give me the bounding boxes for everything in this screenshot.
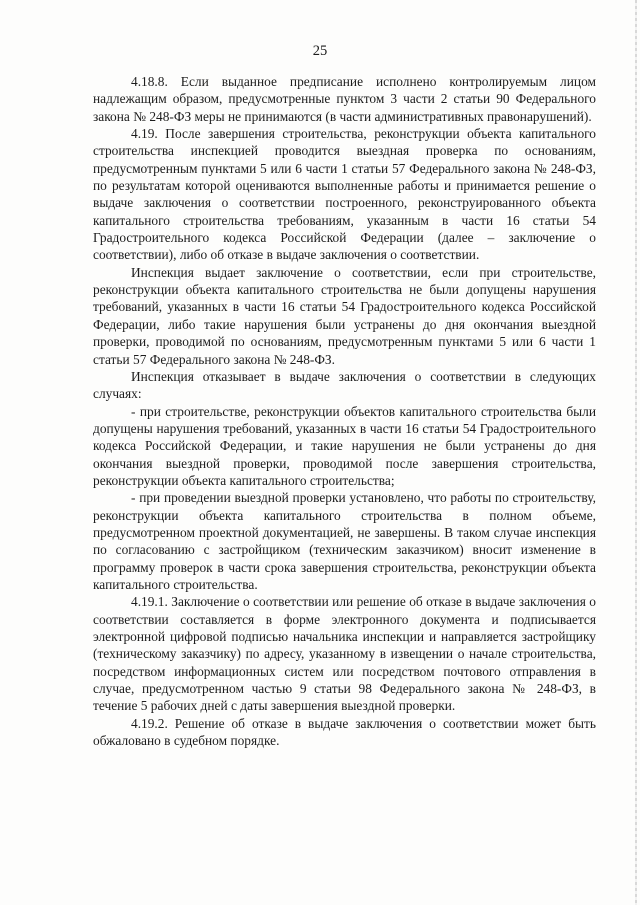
list-item-refusal-case-2: - при проведении выездной проверки установлено, что работы по строительству, реконструкции объекта капитального строительства в полном объеме, предусмотренном проектной документацией, не завершены. В таком случае инспекция по согласованию с застройщиком (техническим заказчиком) вносит изменение в программу проверок в части срока завершения строительства, реконструкции объекта капитального строительства. — [93, 490, 596, 592]
paragraph-4-19-2: 4.19.2. Решение об отказе в выдаче заключения о соответствии может быть обжаловано в судебном порядке. — [93, 715, 596, 749]
page-number: 25 — [312, 43, 328, 59]
paragraph-refusal-cases: Инспекция отказывает в выдаче заключения о соответствии в следующих случаях: — [93, 368, 596, 402]
paragraph-4-19-1: 4.19.1. Заключение о соответствии или решение об отказе в выдаче заключения о соответствии составляется в форме электронного документа и подписывается электронной цифровой подписью начальника инспекции и направляется застройщику (техническому заказчику) по адресу, указанному в извещении о начале строительства, посредством информационных систем или посредством почтового отправления в случае, предусмотренном частью 9 статьи 98 Федерального закона № 248-ФЗ, в течение 5 рабочих дней с даты завершения выездной проверки. — [93, 594, 596, 714]
paragraph-conclusion-issued: Инспекция выдает заключение о соответствии, если при строительстве, реконструкции объекта капитального строительства не были допущены нарушения требований, указанных в части 16 статьи 54 Градостроительного кодекса Российской Федерации, либо такие нарушения были устранены до дня окончания выездной проверки, проводимой по основаниям, предусмотренным пунктами 5 или 6 части 1 статьи 57 Федерального закона № 248-ФЗ. — [93, 264, 596, 367]
paragraph-4-18-8: 4.18.8. Если выданное предписание исполнено контролируемым лицом надлежащим образом, предусмотренные пунктом 3 части 2 статьи 90 Федерального закона № 248-ФЗ меры не принимаются (в части административных правонарушений). — [93, 74, 596, 124]
document-body — [93, 73, 596, 749]
scan-edge-artifact — [635, 0, 637, 905]
paragraph-4-19: 4.19. После завершения строительства, реконструкции объекта капитального строительства инспекцией проводится выездная проверка по основаниям, предусмотренным пунктами 5 или 6 части 1 статьи 57 Федерального закона № 248-ФЗ, по результатам которой оцениваются выполненные работы и принимается решение о выдаче заключения о соответствии построенного, реконструированного объекта капитального строительства требованиям, указанным в части 16 статьи 54 Градостроительного кодекса Российской Федерации (далее – заключение о соответствии), либо об отказе в выдаче заключения о соответствии. — [93, 126, 596, 263]
list-item-refusal-case-1: - при строительстве, реконструкции объектов капитального строительства были допущены нарушения требований, указанных в части 16 статьи 54 Градостроительного кодекса Российской Федерации, и такие нарушения не были устранены до дня окончания выездной проверки, проводимой после завершения строительства, реконструкции объекта капитального строительства; — [93, 403, 596, 488]
